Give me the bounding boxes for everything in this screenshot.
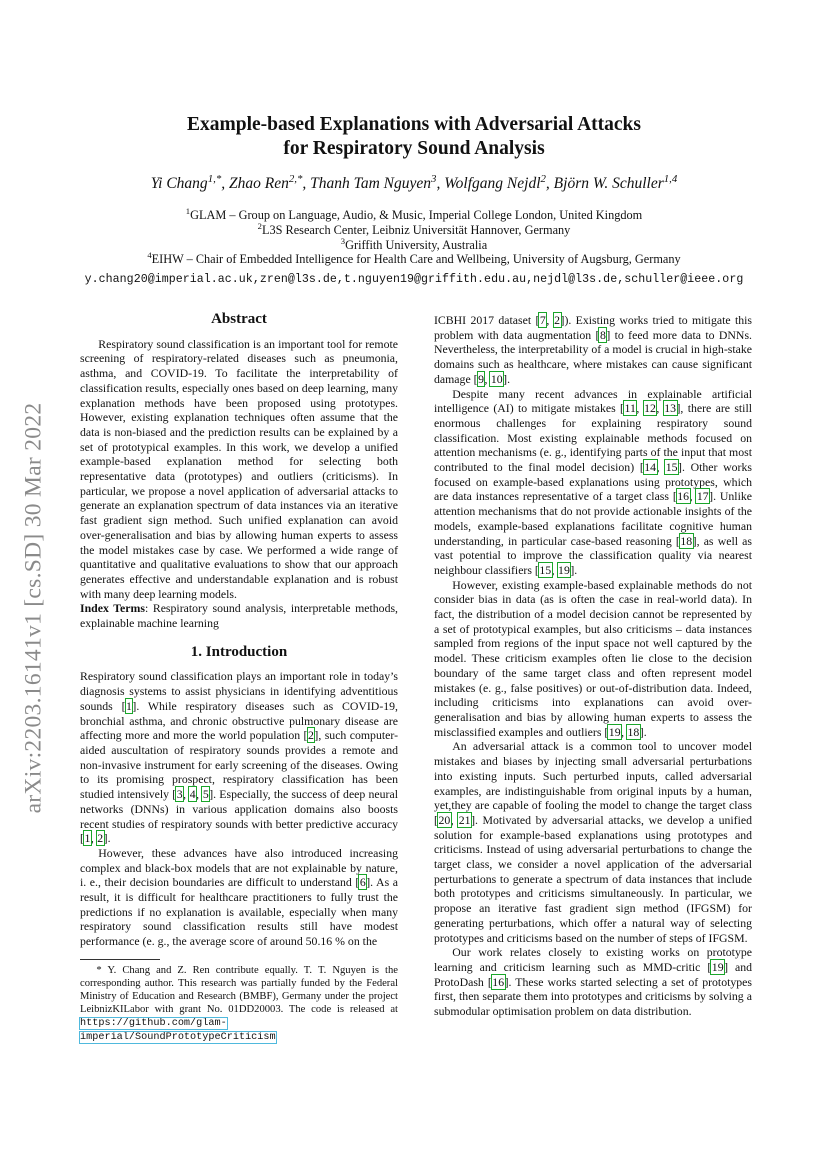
affiliation-line — [0, 220, 828, 238]
citation-link[interactable]: 8 — [599, 327, 606, 342]
index-terms-text: : Respiratory sound analysis, interpretable methods, explainable machine learning — [80, 601, 399, 631]
citation-link[interactable]: 7 — [539, 313, 546, 327]
citation-link[interactable]: 16 — [677, 489, 690, 504]
citation-link[interactable]: 10 — [490, 371, 503, 386]
right-paragraph-4 — [434, 739, 752, 945]
citation-link[interactable]: 20 — [438, 812, 451, 827]
paper-title — [0, 113, 828, 161]
citation-link[interactable]: 2 — [97, 831, 104, 846]
author-name: Zhao Ren — [229, 175, 289, 192]
paragraph-text: ]. Motivated by adversarial attacks, we develop a unified solution for example-based explanations using prototypes and criticisms. Instead of using adversarial perturbations to change the target class, we consider a novel application of the adversarial perturbations to generate a spectrum of data instances that include both prototypes and criticisms simultaneously. In particular, we propose an iterative fast gradient sign method (IFGSM) for generating perturbations, which offer a natural way of selecting prototypes and criticisms based on the number of steps of IFGSM. — [434, 812, 753, 945]
citation-link[interactable]: 18 — [680, 533, 693, 548]
index-terms-label: Index Terms — [80, 601, 145, 616]
title-line-2: for Respiratory Sound Analysis — [283, 138, 545, 159]
footnote-divider — [80, 959, 160, 960]
author-affiliation-mark: 1,* — [207, 172, 222, 185]
paragraph-text: Despite many recent advances in explainable artificial intelligence (AI) to mitigate mistakes [ — [434, 386, 752, 416]
abstract-heading: Abstract — [211, 311, 267, 327]
paragraph-text: , — [546, 313, 554, 327]
right-paragraph-1 — [434, 313, 752, 387]
paragraph-text: , — [551, 562, 558, 577]
citation-link[interactable]: 15 — [665, 460, 678, 475]
paragraph-text: ]. Especially, the success of deep neural networks (DNNs) in various application domains also boosts recent studies of respiratory sounds with better predictive accuracy [ — [80, 787, 398, 846]
citation-link[interactable]: 11 — [624, 401, 636, 416]
author-affiliation-mark: 2 — [540, 172, 546, 185]
paragraph-text: ]. Unlike attention mechanisms that do not provide actionable insights of the models, example-based explanations facilitate cognitive human understanding, in particular case-based reasoning [ — [434, 489, 753, 548]
paragraph-text: ]. Other works focused on example-based explanations using prototypes, which are data instances representative of a target class [ — [434, 460, 752, 504]
paragraph-text: ]. While respiratory diseases such as COVID-19, bronchial asthma, and chronic obstructive pulmonary disease are affecting more and more the world population [ — [80, 698, 398, 743]
affiliation-list — [0, 205, 828, 267]
paragraph-text: , — [636, 401, 644, 416]
citation-link[interactable]: 19 — [558, 562, 570, 577]
paragraph-text: ], such computer-aided auscultation of respiratory sounds provides a remote and non-invasive instrument for early screening of the diseases. Owing to its promising prospect, respiratory classification has been studied intensively [ — [80, 728, 398, 802]
paragraph-text: , — [689, 489, 697, 504]
citation-link[interactable]: 17 — [696, 489, 709, 504]
author-affiliation-mark: 1,4 — [663, 172, 678, 185]
citation-link[interactable]: 4 — [189, 787, 196, 802]
paragraph-text: ]). Existing works tried to mitigate this problem with data augmentation [ — [434, 313, 752, 342]
author-name: Yi Chang — [150, 175, 208, 192]
paragraph-text: , — [90, 831, 97, 846]
paragraph-text: ], there are still enormous challenges for explaining respiratory sound classification. Most existing explainable methods focused on attention mechanisms (e. g., identifying parts of the input that most contributed to the final model decision) [ — [434, 401, 753, 475]
citation-link[interactable]: 21 — [458, 812, 471, 827]
paragraph-text: However, existing example-based explainable methods do not consider bias in data (as is often the case in real-world data). In fact, the distribution of a model decision cannot be represented by a set of prototypical examples, but also criticisms – data instances sampled from regions of the input space not well captured by the model. These criticism examples often lie close to the decision boundary of the same target class and often represent model mistakes (e. g., false positives) or out-of-distribution data. Indeed, including criticisms into explanations can avoid over-generalisation and bias by allowing human experts to assess the misclassified examples and outliers [ — [434, 577, 752, 739]
citation-link[interactable]: 15 — [539, 562, 552, 577]
paragraph-text: , — [656, 401, 664, 416]
affiliation-mark: 3 — [340, 235, 346, 246]
paragraph-text: Our work relates closely to existing works on prototype learning and criticism learning such as MMD-critic [ — [434, 945, 752, 974]
citation-link[interactable]: 14 — [644, 460, 657, 475]
citation-link[interactable]: 13 — [664, 401, 676, 416]
paragraph-text: , — [196, 787, 203, 802]
affiliation-text: GLAM – Group on Language, Audio, & Music, Imperial College London, United Kingdom — [190, 208, 643, 222]
paragraph-text: , — [450, 812, 459, 827]
arxiv-identifier: arXiv:2203.16141v1 [cs.SD] 30 Mar 2022 — [20, 402, 47, 814]
author-name: Björn W. Schuller — [553, 175, 664, 192]
paragraph-text: ]. These works started selecting a set of prototypes first, then separate them into prototypes and criticisms by solving a submodular optimisation problem on data distribution. — [434, 974, 753, 1019]
citation-link[interactable]: 1 — [126, 698, 132, 713]
citation-link[interactable]: 9 — [478, 371, 484, 386]
footnote — [80, 964, 398, 1044]
affiliation-text: Griffith University, Australia — [345, 237, 488, 252]
citation-link[interactable]: 12 — [644, 401, 656, 416]
citation-link[interactable]: 16 — [492, 974, 505, 989]
left-column — [80, 312, 398, 1044]
paragraph-text: An adversarial attack is a common tool to uncover model mistakes and biases by injecting small adversarial perturbations into existing inputs. Such perturbed inputs, called adversarial examples, are indistinguishable from original inputs by a human, yet,they are capable of fooling the model to change the target class [ — [434, 739, 752, 827]
affiliation-mark: 1 — [185, 205, 191, 216]
citation-link[interactable]: 18 — [627, 724, 640, 739]
paragraph-text: ]. — [103, 831, 111, 846]
paragraph-text: ICBHI 2017 dataset [ — [434, 313, 540, 327]
citation-link[interactable]: 19 — [608, 724, 621, 739]
paragraph-text: ], as well as vast potential to improve the classification quality via nearest neighbour classifiers [ — [434, 533, 752, 577]
right-paragraph-2 — [434, 387, 752, 578]
author-affiliation-mark: 3 — [431, 172, 437, 185]
paragraph-text: ]. As a result, it is difficult for healthcare practitioners to fully trust the predictions if no explanation is available, especially when many respiratory sound classification results still have modest performance (e. g., the average score of around 50.16 % on the — [80, 875, 398, 949]
footnote-text: * Y. Chang and Z. Ren contribute equally. T. T. Nguyen is the corresponding author. This research was partially funded by the Federal Ministry of Education and Research (BMBF), Germany under the project LeibnizKILabor with grant No. 01DD20003. The code is released at — [80, 964, 398, 1015]
citation-link[interactable]: 5 — [202, 787, 209, 802]
citation-link[interactable]: 1 — [84, 831, 91, 846]
paragraph-text: ] to feed more data to DNNs. Nevertheless, the interpretability of a model is crucial in high-stake domains such as healthcare, where mistakes can cause significant damage [ — [434, 327, 752, 386]
code-repository-link[interactable]: https://github.com/glam-imperial/SoundPrototypeCriticism — [80, 1017, 276, 1043]
right-paragraph-3 — [434, 578, 752, 740]
citation-link[interactable]: 3 — [176, 787, 183, 802]
citation-link[interactable]: 2 — [308, 728, 314, 743]
affiliation-mark: 2 — [257, 220, 262, 231]
paragraph-text: ]. — [503, 371, 511, 386]
paragraph-text: ] and ProtoDash [ — [434, 959, 753, 989]
paragraph-text: ]. — [570, 562, 578, 577]
affiliation-line — [0, 252, 828, 267]
paragraph-text: However, these advances have also introduced increasing complex and black-box models that are not explainable by nature, i. e., their decision boundaries are difficult to understand [ — [80, 845, 398, 890]
affiliation-line — [0, 235, 828, 253]
citation-link[interactable]: 19 — [711, 959, 724, 974]
affiliation-text: EIHW – Chair of Embedded Intelligence for Health Care and Wellbeing, University of Augsburg, Germany — [151, 252, 681, 267]
paragraph-text: , — [183, 787, 190, 802]
affiliation-line — [0, 205, 828, 223]
author-affiliation-mark: 2,* — [288, 172, 303, 185]
introduction-heading: 1. Introduction — [190, 643, 288, 660]
paragraph-text: , — [656, 460, 666, 475]
author-name: Wolfgang Nejdl — [444, 175, 541, 192]
paragraph-text: , — [484, 371, 491, 386]
citation-link[interactable]: 2 — [554, 313, 561, 327]
right-column — [434, 313, 752, 1019]
author-emails: y.chang20@imperial.ac.uk,zren@l3s.de,t.nguyen19@griffith.edu.au,nejdl@l3s.de,schuller@ieee.org — [84, 273, 744, 286]
paragraph-text: , — [621, 724, 627, 739]
intro-paragraph-2 — [80, 846, 398, 949]
index-terms — [80, 601, 398, 630]
title-line-1: Example-based Explanations with Adversarial Attacks — [187, 114, 641, 135]
author-name: Thanh Tam Nguyen — [310, 175, 432, 192]
paragraph-text: Respiratory sound classification plays an important role in today’s diagnosis systems to assist physicians in identifying adventitious sounds [ — [80, 669, 398, 713]
abstract-text: Respiratory sound classification is an important tool for remote screening of respiratory-related diseases such as pneumonia, asthma, and COVID-19. To facilitate the interpretability of classification results, especially ones based on deep learning, many explanation methods have been proposed using prototypes. However, existing explanation techniques often assume that the data is non-biased and the prediction results can be explained by a set of prototypical examples. In this work, we develop a unified example-based explanation method for selecting both representative data (prototypes) and outliers (criticisms). In particular, we propose a novel application of adversarial attacks to generate an explanation spectrum of data instances via an iterative fast gradient sign method. Such unified explanation can avoid over-generalisation and bias by allowing human experts to assess the model mistakes case by case. We performed a wide range of quantitative and qualitative evaluations to show that our approach generates effective and understandable explanation and is robust with many deep learning models. — [80, 336, 398, 601]
citation-link[interactable]: 6 — [359, 875, 366, 890]
affiliation-text: L3S Research Center, Leibniz Universität Hannover, Germany — [261, 222, 571, 237]
right-paragraph-5 — [434, 945, 752, 1019]
intro-paragraph-1 — [80, 669, 398, 845]
paragraph-text: ]. — [639, 724, 647, 739]
author-list: Yi Chang$^{1,*}$, Zhao Ren$^{2,*}$, Thanh Tam Nguyen$^3$, Wolfgang Nejdl$^2$, Björn W. Schuller$^{1,4}$ — [150, 172, 678, 192]
affiliation-mark: 4 — [147, 250, 152, 261]
